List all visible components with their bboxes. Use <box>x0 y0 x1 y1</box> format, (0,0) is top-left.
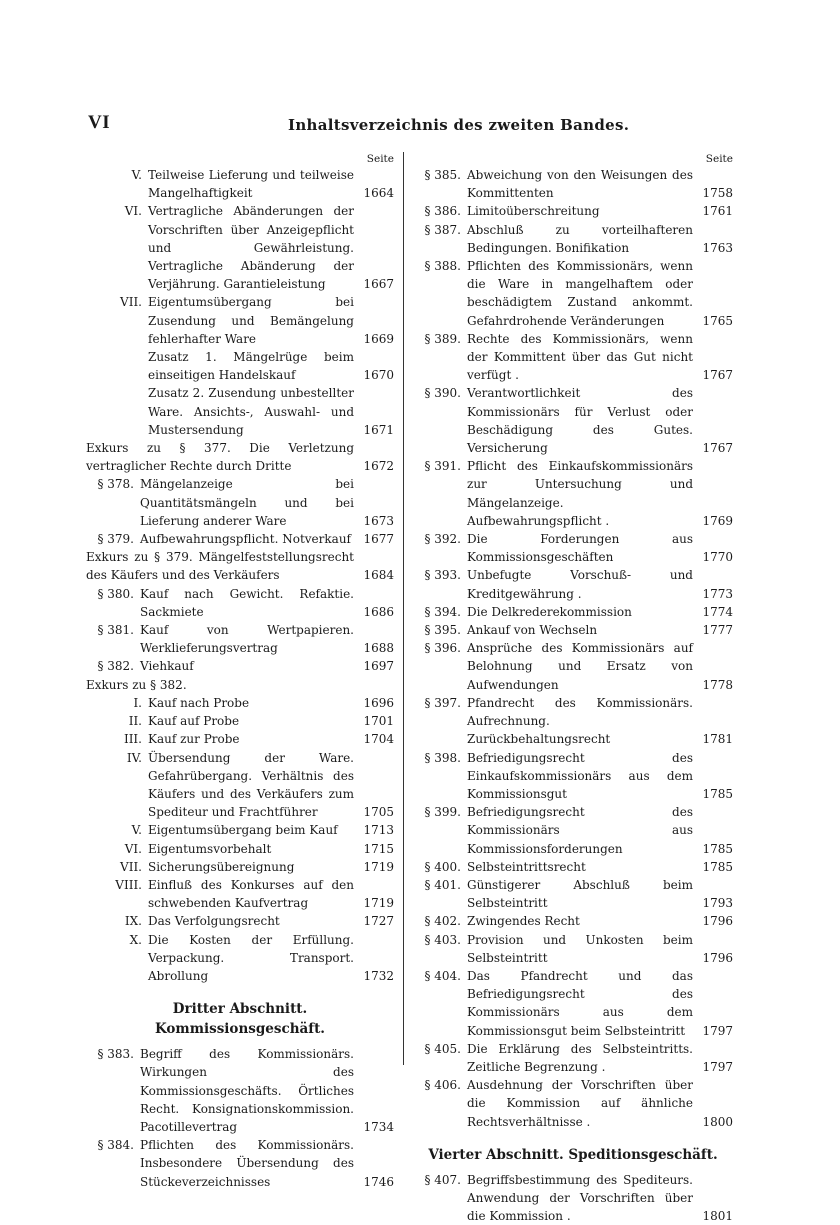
seite-label-left: Seite <box>366 153 394 165</box>
entry-page-number: 1767 <box>702 368 733 383</box>
right-column <box>413 152 733 1225</box>
entry-text: Die Delkrederekommission <box>467 604 632 619</box>
toc-entry <box>413 639 733 694</box>
toc-entry <box>86 749 394 822</box>
entry-page-number: 1758 <box>702 186 733 201</box>
page-number-roman: VI <box>88 112 111 133</box>
entry-page-number: 1686 <box>363 604 394 619</box>
entry-text: Die Erklärung des Selbsteintritts. Zeitliche Begrenzung . <box>467 1041 693 1074</box>
entry-text: Kauf nach Probe <box>148 695 250 710</box>
entry-label: V. <box>131 823 142 838</box>
toc-entry <box>413 166 733 202</box>
entry-label: § 382. <box>97 659 134 674</box>
entry-page-number: 1767 <box>702 441 733 456</box>
toc-entry <box>86 439 394 475</box>
entry-page-number: 1701 <box>363 714 394 729</box>
entry-label: § 401. <box>424 877 461 892</box>
entry-label: IX. <box>124 914 142 929</box>
entry-text: Exkurs zu § 382. <box>86 677 187 692</box>
entry-label: § 392. <box>424 532 461 547</box>
entry-page-number: 1667 <box>363 277 394 292</box>
entry-page-number: 1797 <box>702 1059 733 1074</box>
entry-label: § 390. <box>424 386 461 401</box>
entry-label: § 403. <box>424 932 461 947</box>
entry-page-number: 1727 <box>363 914 394 929</box>
entry-text: Exkurs zu § 377. Die Verletzung vertraglicher Rechte durch Dritte <box>86 441 354 474</box>
entry-text: Befriedigungsrecht des Kommissionärs aus Kommissionsforderungen <box>467 805 693 856</box>
entry-label: § 393. <box>424 568 461 583</box>
toc-entry <box>413 566 733 602</box>
entry-text: Verantwortlichkeit des Kommissionärs für Verlust oder Beschädigung des Gutes. Versicherung <box>467 386 693 456</box>
entry-text: Befriedigungsrecht des Einkaufskommissionärs aus dem Kommissionsgut <box>467 750 693 801</box>
toc-entry <box>86 475 394 530</box>
seite-label-right: Seite <box>705 153 733 165</box>
entry-page-number: 1793 <box>702 896 733 911</box>
toc-entry <box>413 931 733 967</box>
entry-label: VI. <box>124 204 142 219</box>
spacer <box>86 985 394 999</box>
entry-text: Einfluß des Konkurses auf den schwebenden Kaufvertrag <box>148 877 354 911</box>
entry-text: Ausdehnung der Vorschriften über die Kommission auf ähnliche Rechtsverhältnisse . <box>467 1078 693 1129</box>
entry-label: I. <box>133 695 142 710</box>
entry-label: § 398. <box>424 750 461 765</box>
entry-text: Eigentumsübergang bei Zusendung und Bemängelung fehlerhafter Ware <box>148 295 354 346</box>
entry-text: Exkurs zu § 379. Mängelfeststellungsrecht des Käufers und des Verkäufers <box>86 550 354 583</box>
entry-text: Unbefugte Vorschuß- und Kreditgewährung . <box>467 568 693 601</box>
entry-page-number: 1785 <box>702 841 733 856</box>
entry-page-number: 1777 <box>702 623 733 638</box>
entry-page-number: 1719 <box>363 896 394 911</box>
toc-entry <box>86 621 394 657</box>
entry-page-number: 1672 <box>363 459 394 474</box>
toc-entry <box>86 530 394 548</box>
entry-label: § 389. <box>424 331 461 346</box>
toc-entry <box>413 530 733 566</box>
entry-label: § 397. <box>424 695 461 710</box>
entry-text: Selbsteintrittsrecht <box>467 859 586 874</box>
toc-entry <box>86 730 394 748</box>
entry-page-number: 1770 <box>702 550 733 565</box>
entry-text: Das Verfolgungsrecht <box>148 914 280 929</box>
entry-page-number: 1715 <box>363 841 394 856</box>
entry-page-number: 1763 <box>702 240 733 255</box>
entry-text: Begriffsbestimmung des Spediteurs. Anwendung der Vorschriften über die Kommission . <box>467 1172 693 1224</box>
toc-entry <box>413 257 733 330</box>
entry-text: Limitoüberschreitung <box>467 204 600 219</box>
section-heading: Dritter Abschnitt. Kommissionsgeschäft. <box>154 1001 326 1038</box>
entry-label: § 400. <box>424 859 461 874</box>
entry-label: § 394. <box>424 604 461 619</box>
entry-label: § 402. <box>424 914 461 929</box>
toc-entry <box>86 840 394 858</box>
entry-label: III. <box>123 732 142 747</box>
entry-text: Abschluß zu vorteilhafteren Bedingungen. Bonifikation <box>467 222 693 255</box>
entry-page-number: 1761 <box>702 204 733 219</box>
toc-entry <box>86 676 394 694</box>
toc-list-left <box>86 166 394 1191</box>
entry-text: Rechte des Kommissionärs, wenn der Kommittent über das Gut nicht verfügt . <box>467 331 693 383</box>
toc-entry <box>86 912 394 930</box>
section-heading: Vierter Abschnitt. Speditionsgeschäft. <box>428 1146 718 1163</box>
entry-text: Kauf zur Probe <box>148 732 240 747</box>
entry-label: § 395. <box>424 623 461 638</box>
toc-entry <box>413 1040 733 1076</box>
entry-text: Eigentumsübergang beim Kauf <box>148 823 338 838</box>
toc-entry <box>413 221 733 257</box>
entry-text: Viehkauf <box>140 659 194 674</box>
entry-text: Provision und Unkosten beim Selbsteintritt <box>467 932 693 965</box>
entry-label: § 379. <box>97 532 134 547</box>
entry-page-number: 1670 <box>363 368 394 383</box>
entry-text: Kauf nach Gewicht. Refaktie. Sackmiete <box>140 586 354 619</box>
toc-entry <box>413 330 733 385</box>
entry-page-number: 1778 <box>702 677 733 692</box>
entry-label: X. <box>129 932 142 947</box>
toc-entry <box>413 967 733 1040</box>
entry-label: § 385. <box>424 168 461 182</box>
entry-label: § 391. <box>424 459 461 474</box>
entry-label: § 384. <box>97 1138 134 1153</box>
entry-page-number: 1684 <box>363 568 394 583</box>
entry-label: § 386. <box>424 204 461 219</box>
toc-entry <box>413 912 733 930</box>
entry-text: Pfandrecht des Kommissionärs. Aufrechnung. Zurückbehaltungsrecht <box>467 695 693 747</box>
entry-label: § 381. <box>97 623 134 638</box>
entry-text: Das Pfandrecht und das Befriedigungsrecht des Kommissionärs aus dem Kommissionsgut beim Selbsteintritt <box>467 968 693 1038</box>
entry-page-number: 1746 <box>363 1174 394 1189</box>
toc-entry <box>413 803 733 858</box>
entry-page-number: 1671 <box>363 422 394 437</box>
entry-text: Begriff des Kommissionärs. Wirkungen des Kommissionsgeschäfts. Örtliches Recht. Konsignationskommission. Pacotillevertrag <box>140 1047 354 1134</box>
page-title: Inhaltsverzeichnis des zweiten Bandes. <box>288 116 630 134</box>
toc-entry <box>413 876 733 912</box>
entry-text: Ansprüche des Kommissionärs auf Belohnung und Ersatz von Aufwendungen <box>467 641 693 692</box>
entry-label: § 399. <box>424 805 461 820</box>
entry-text: Kauf von Wertpapieren. Werklieferungsvertrag <box>140 623 354 656</box>
entry-text: Abweichung von den Weisungen des Kommittenten <box>467 168 693 201</box>
toc-entry <box>413 384 733 457</box>
entry-page-number: 1773 <box>702 586 733 601</box>
entry-text: Zwingendes Recht <box>467 914 580 929</box>
entry-page-number: 1734 <box>363 1119 394 1134</box>
entry-page-number: 1796 <box>702 914 733 929</box>
entry-text: Die Kosten der Erfüllung. Verpackung. Transport. Abrollung <box>148 932 354 983</box>
entry-text: Aufbewahrungspflicht. Notverkauf <box>140 532 351 547</box>
entry-text: Teilweise Lieferung und teilweise Mangelhaftigkeit <box>148 168 354 201</box>
entry-page-number: 1769 <box>702 513 733 528</box>
entry-page-number: 1704 <box>363 732 394 747</box>
entry-page-number: 1719 <box>363 859 394 874</box>
entry-page-number: 1677 <box>363 532 394 547</box>
entry-page-number: 1696 <box>363 695 394 710</box>
entry-label: § 387. <box>424 222 461 237</box>
toc-entry <box>86 712 394 730</box>
entry-label: VIII. <box>115 877 142 892</box>
entry-text: Pflichten des Kommissionärs, wenn die Ware in mangelhaftem oder beschädigtem Zustand ankommt. Gefahrdrohende Veränderungen <box>467 259 693 328</box>
toc-entry <box>86 1136 394 1191</box>
entry-label: V. <box>131 168 142 182</box>
toc-entry <box>86 694 394 712</box>
entry-text: Zusatz 1. Mängelrüge beim einseitigen Handelskauf <box>148 350 354 383</box>
toc-entry <box>86 876 394 912</box>
entry-page-number: 1713 <box>363 823 394 838</box>
entry-text: Vertragliche Abänderungen der Vorschriften über Anzeigepflicht und Gewährleistung. Vertragliche Abänderung der Verjährung. Garantieleistung <box>148 204 354 292</box>
entry-label: IV. <box>126 750 142 765</box>
toc-entry <box>86 293 394 348</box>
entry-label: VI. <box>124 841 142 856</box>
toc-entry <box>86 1045 394 1136</box>
entry-label: VII. <box>120 859 142 874</box>
entry-page-number: 1785 <box>702 786 733 801</box>
entry-text: Mängelanzeige bei Quantitätsmängeln und bei Lieferung anderer Ware <box>140 477 354 528</box>
entry-text: Übersendung der Ware. Gefahrübergang. Verhältnis des Käufers und des Verkäufers zum Spediteur und Frachtführer <box>148 750 354 820</box>
entry-page-number: 1705 <box>363 805 394 820</box>
toc-entry <box>413 749 733 804</box>
toc-entry <box>86 548 394 584</box>
entry-page-number: 1800 <box>702 1114 733 1129</box>
entry-text: Kauf auf Probe <box>148 714 240 729</box>
toc-entry <box>86 384 394 439</box>
toc-entry <box>413 457 733 530</box>
entry-page-number: 1697 <box>363 659 394 674</box>
spacer <box>413 1131 733 1145</box>
entry-page-number: 1688 <box>363 641 394 656</box>
entry-text: Sicherungsübereignung <box>148 859 295 874</box>
entry-label: § 383. <box>97 1047 134 1062</box>
toc-entry <box>86 585 394 621</box>
entry-label: § 406. <box>424 1078 461 1093</box>
toc-entry <box>413 621 733 639</box>
toc-entry <box>86 858 394 876</box>
entry-label: § 405. <box>424 1041 461 1056</box>
column-divider <box>403 152 404 1065</box>
entry-page-number: 1796 <box>702 950 733 965</box>
toc-list-right <box>413 166 733 1225</box>
toc-entry <box>86 821 394 839</box>
entry-text: Günstigerer Abschluß beim Selbsteintritt <box>467 877 693 911</box>
left-column <box>86 152 394 1191</box>
entry-page-number: 1774 <box>702 604 733 619</box>
entry-text: Eigentumsvorbehalt <box>148 841 272 856</box>
toc-entry <box>413 694 733 749</box>
entry-label: § 378. <box>97 477 134 492</box>
entry-page-number: 1765 <box>702 313 733 328</box>
toc-entry <box>413 1076 733 1131</box>
toc-entry <box>413 858 733 876</box>
entry-page-number: 1801 <box>702 1209 733 1224</box>
entry-page-number: 1781 <box>702 732 733 747</box>
entry-label: § 388. <box>424 259 461 274</box>
entry-text: Zusatz 2. Zusendung unbestellter Ware. Ansichts-, Auswahl- und Mustersendung <box>148 386 354 437</box>
toc-entry <box>86 202 394 293</box>
entry-label: § 404. <box>424 968 461 983</box>
entry-text: Die Forderungen aus Kommissionsgeschäften <box>467 532 693 565</box>
toc-entry <box>413 202 733 220</box>
toc-entry <box>86 931 394 986</box>
entry-text: Pflichten des Kommissionärs. Insbesondere Übersendung des Stückeverzeichnisses <box>140 1138 354 1189</box>
entry-text: Pflicht des Einkaufskommissionärs zur Untersuchung und Mängelanzeige. Aufbewahrungspflicht . <box>467 459 693 528</box>
entry-page-number: 1669 <box>363 331 394 346</box>
toc-entry <box>86 657 394 675</box>
toc-entry <box>86 166 394 202</box>
toc-entry <box>86 348 394 384</box>
entry-label: II. <box>128 714 142 729</box>
entry-page-number: 1797 <box>702 1023 733 1038</box>
entry-text: Ankauf von Wechseln <box>467 623 598 638</box>
entry-label: VII. <box>120 295 142 310</box>
toc-entry <box>413 603 733 621</box>
toc-entry <box>413 1171 733 1225</box>
entry-page-number: 1785 <box>702 859 733 874</box>
entry-page-number: 1732 <box>363 968 394 983</box>
entry-label: § 407. <box>424 1172 461 1187</box>
entry-page-number: 1664 <box>363 186 394 201</box>
entry-label: § 380. <box>97 586 134 601</box>
entry-label: § 396. <box>424 641 461 656</box>
entry-page-number: 1673 <box>363 513 394 528</box>
